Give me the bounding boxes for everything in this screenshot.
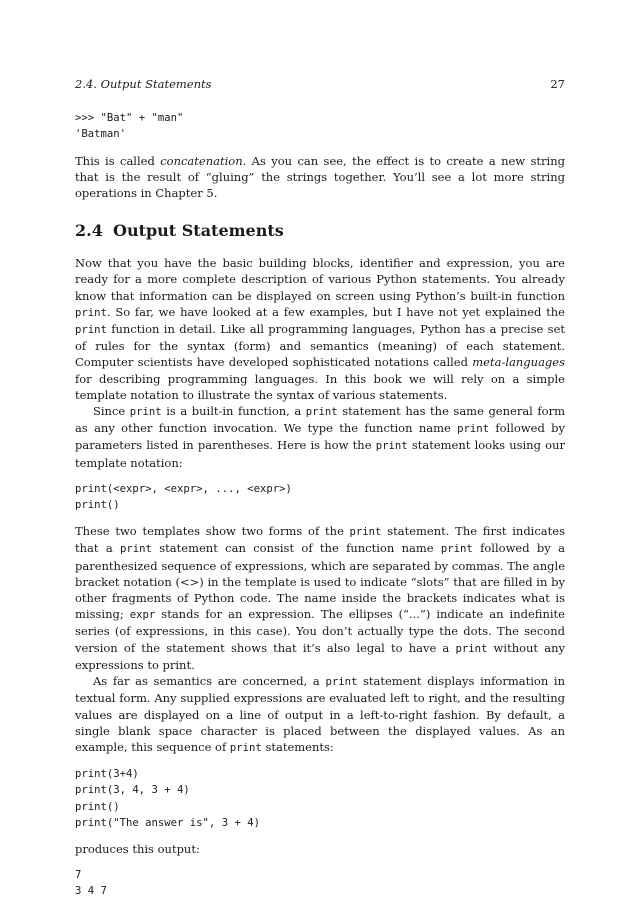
inline-code: print <box>455 642 488 655</box>
paragraph-semantics <box>75 673 565 756</box>
section-title: Output Statements <box>113 221 284 241</box>
running-header <box>75 76 565 92</box>
inline-code: print <box>129 406 162 419</box>
code-line: 7 <box>75 869 82 882</box>
text: These two templates show two forms of the <box>75 524 350 539</box>
text: . So far, we have looked at a few examples, but I have not yet explained the <box>106 304 565 319</box>
inline-code: print <box>440 543 473 556</box>
code-line: 3 4 7 <box>75 885 107 898</box>
code-line: print() <box>75 800 120 813</box>
code-template-print <box>75 481 565 513</box>
code-line: print(3+4) <box>75 768 139 781</box>
running-section-title: 2.4. Output Statements <box>75 77 212 91</box>
code-example-concatenation <box>75 110 565 142</box>
text: statement. The first indicates that a <box>75 524 565 556</box>
term-concatenation: concatenation <box>160 153 243 168</box>
text: stands for an expression. The ellipses (“...”) indicate an indefinite series (of expressions, in this case). You don’t actually type the dots. The second version of the statement shows that it’s also legal to have a <box>75 607 565 655</box>
code-line: 'Batman' <box>75 128 127 141</box>
text: is a built-in function, a <box>161 404 306 419</box>
paragraph-concatenation <box>75 153 565 202</box>
text: statements: <box>261 739 334 754</box>
inline-code: print <box>75 306 107 319</box>
code-line: print() <box>75 499 120 512</box>
text: function in detail. Like all programming languages, Python has a precise set of rules for the syntax (form) and semantics (meaning) of each statement. Computer scientists have developed sophisticated notations called <box>75 322 565 370</box>
code-line: >>> "Bat" + "man" <box>75 112 184 125</box>
code-output <box>75 867 565 899</box>
text: Since <box>93 404 130 419</box>
paragraph-templates <box>75 523 565 673</box>
term-meta-languages: meta-languages <box>472 355 565 370</box>
text: followed by parameters listed in parentheses. Here is how the <box>75 421 566 453</box>
section-number: 2.4 <box>75 221 103 241</box>
text: followed by a parenthesized sequence of expressions, which are separated by commas. The angle bracket notation (<>) in the template is used to indicate “slots” that are filled in by other fragments of Python code. The name inside the brackets indicates what is missing; <box>75 541 565 622</box>
book-page <box>75 76 565 910</box>
text: statement can consist of the function name <box>151 541 441 556</box>
inline-code: print <box>325 676 358 689</box>
text: This is called <box>75 153 161 168</box>
inline-code: print <box>375 440 408 453</box>
text: . As you can see, the effect is to create a new string that is the result of “gluing” the strings together. You’ll see a lot more string operations in Chapter 5. <box>75 153 565 201</box>
text: As far as semantics are concerned, a <box>93 674 326 689</box>
text: for describing programming languages. In this book we will rely on a simple template notation to illustrate the syntax of various statements. <box>75 371 565 402</box>
text: without any expressions to print. <box>75 640 565 672</box>
text: statement has the same general form as any other function invocation. We type the function name <box>75 404 565 436</box>
inline-code: print <box>120 543 152 556</box>
text: Now that you have the basic building blocks, identifier and expression, you are ready for a more complete description of various Python statements. You already know that information can be displayed on screen using Python’s built-in function <box>75 256 565 303</box>
inline-code: print <box>305 406 338 419</box>
code-line: print("The answer is", 3 + 4) <box>75 816 260 829</box>
paragraph-intro <box>75 255 565 403</box>
code-line: print(<expr>, <expr>, ..., <expr>) <box>75 482 292 495</box>
inline-code: print <box>349 526 382 539</box>
inline-code: print <box>457 423 490 436</box>
code-example-print-sequence <box>75 766 565 831</box>
inline-code: print <box>229 741 262 754</box>
section-heading <box>75 221 565 241</box>
inline-code: expr <box>129 609 156 622</box>
text: statement looks using our template notation: <box>75 438 565 470</box>
paragraph-print-builtin <box>75 403 565 471</box>
page-number: 27 <box>550 77 565 91</box>
code-line: print(3, 4, 3 + 4) <box>75 784 190 797</box>
text: statement displays information in textual form. Any supplied expressions are evaluated left to right, and the resulting values are displayed on a line of output in a left-to-right fashion. By default, a single blank space character is placed between the displayed values. As an example, this sequence of <box>75 674 565 754</box>
paragraph-produces-output: produces this output: <box>75 841 200 856</box>
inline-code: print <box>75 324 107 337</box>
